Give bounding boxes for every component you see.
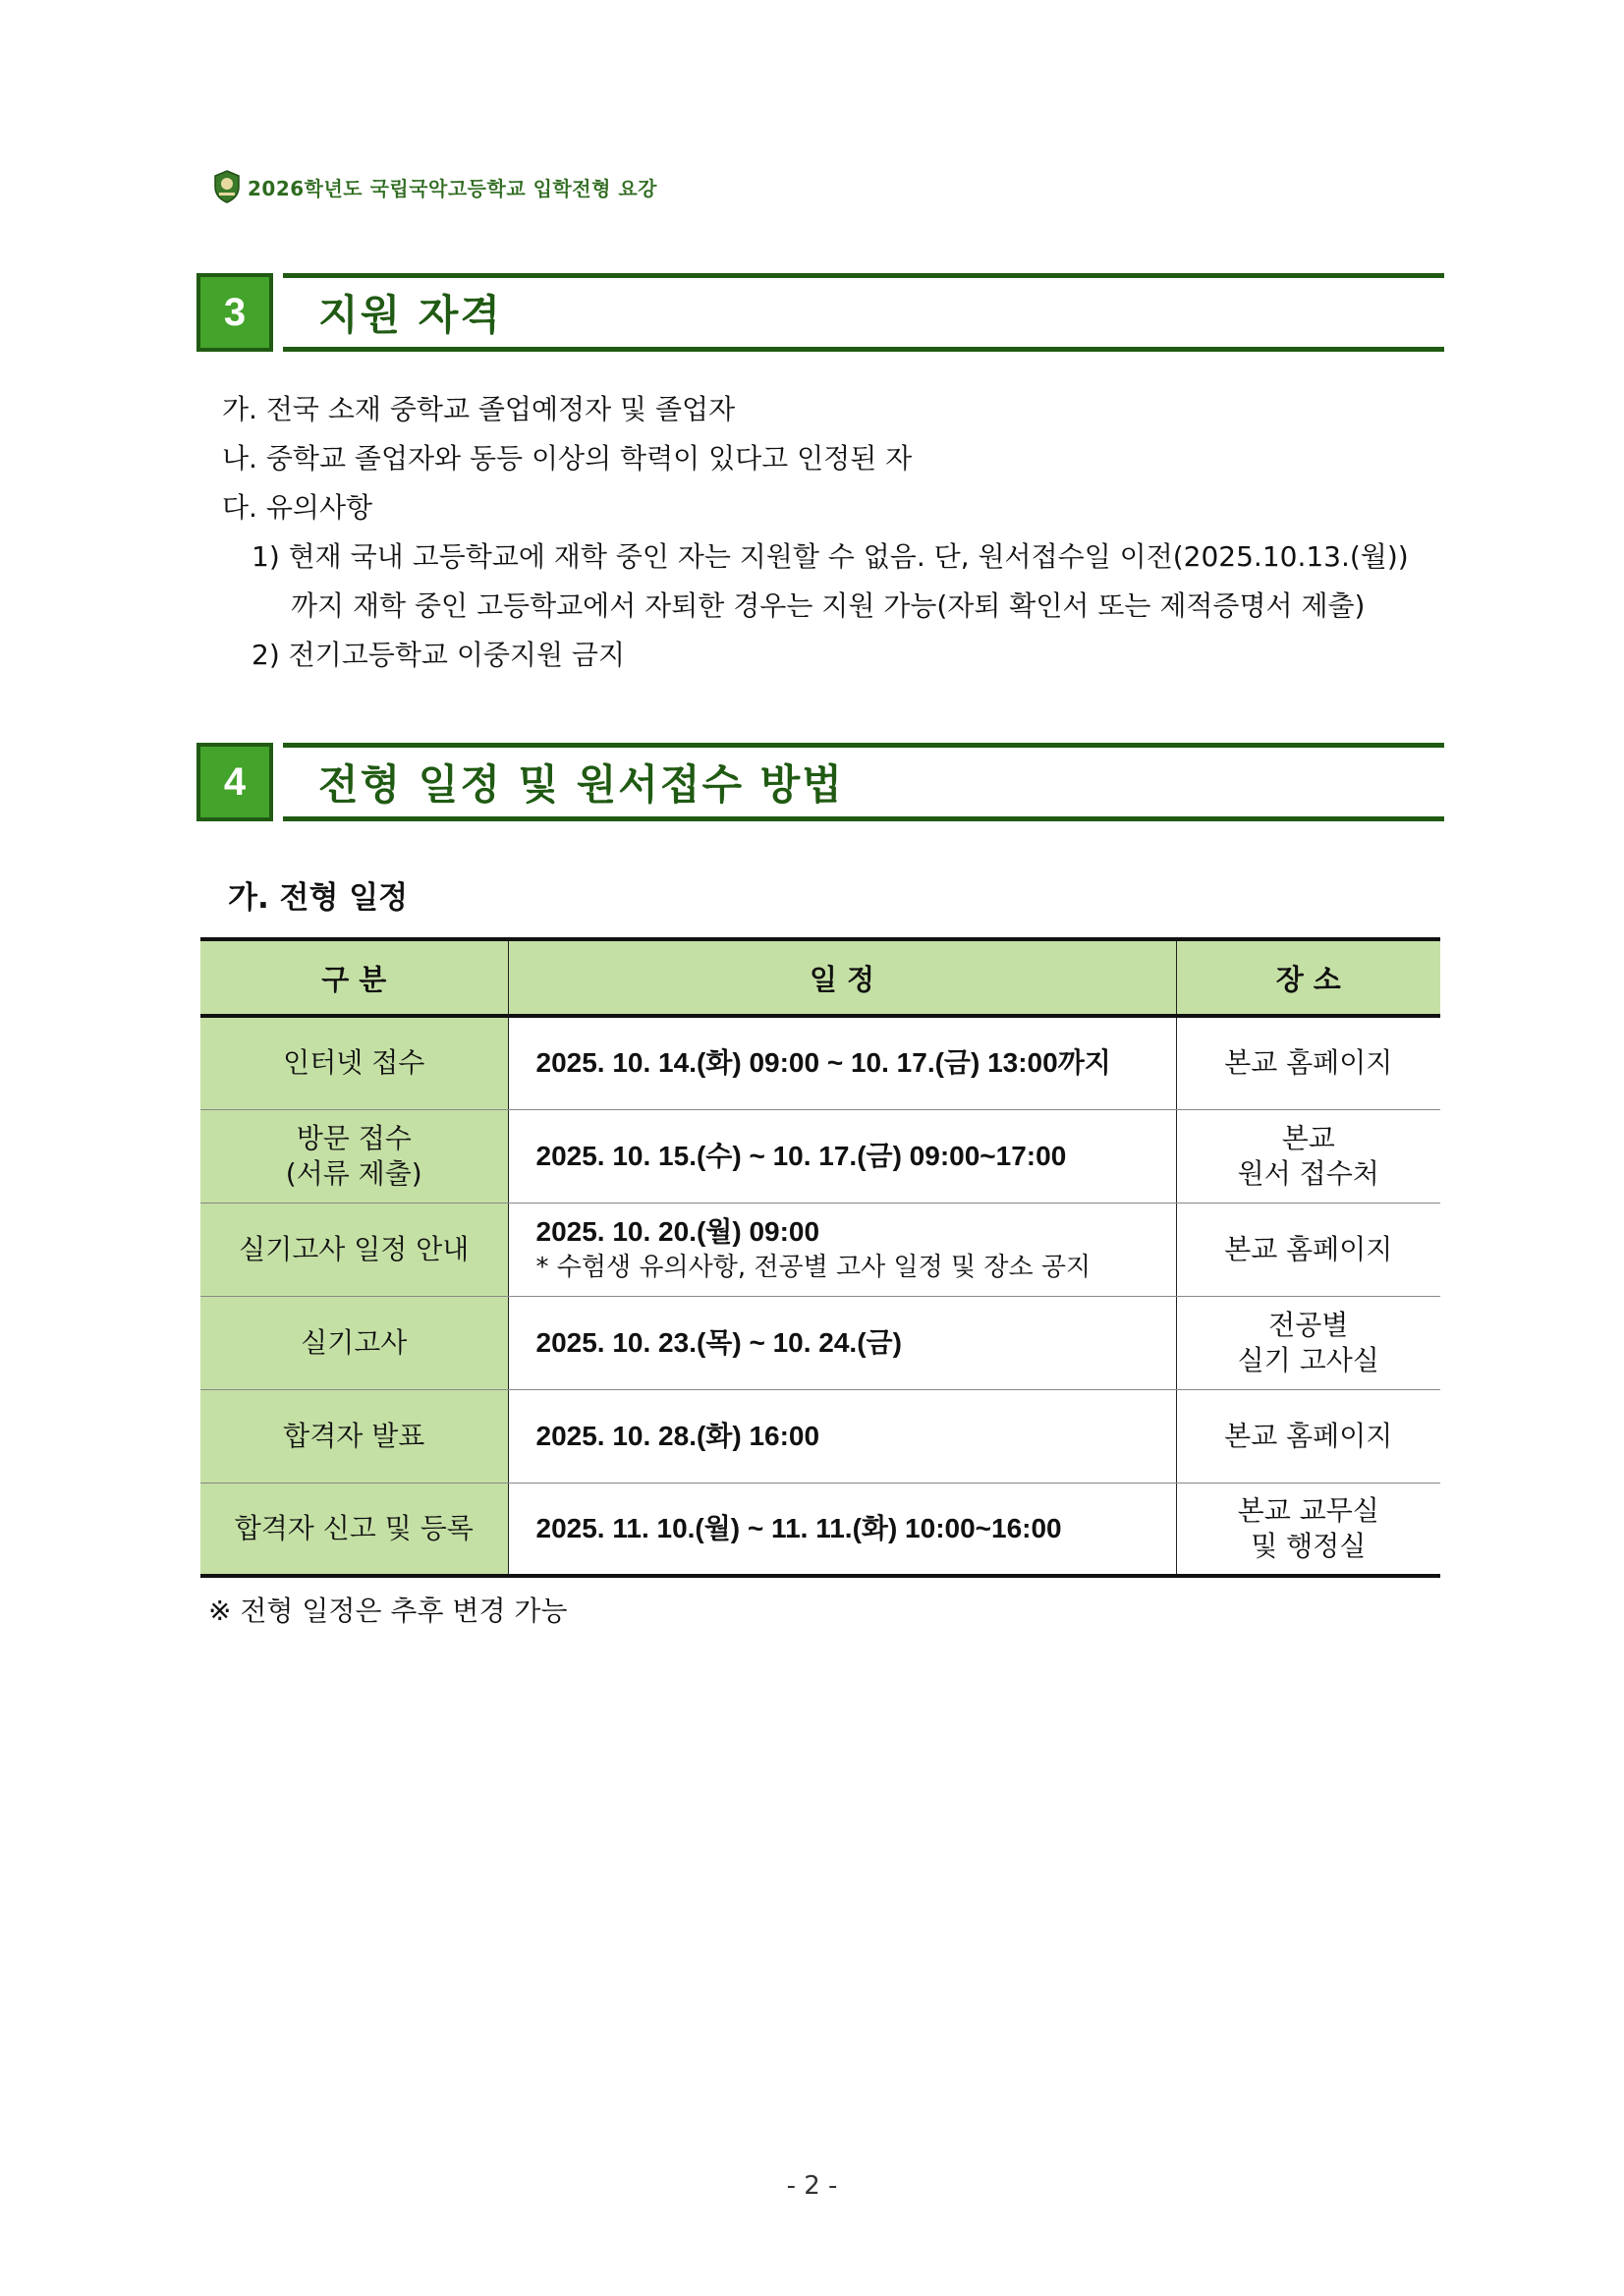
row-category: 방문 접수 (서류 제출) xyxy=(200,1109,508,1203)
row-place: 본교 홈페이지 xyxy=(1176,1016,1440,1109)
row-date xyxy=(508,1016,1176,1109)
section-number-badge: 4 xyxy=(196,743,273,821)
date-text: 2025. 10. 20.(월) 09:00 xyxy=(535,1215,820,1247)
row-place: 본교 홈페이지 xyxy=(1176,1203,1440,1296)
heading-rule-top xyxy=(283,743,1444,748)
row-date xyxy=(508,1109,1176,1203)
eligibility-item: 다. 유의사항 xyxy=(222,491,373,524)
table-row xyxy=(200,1296,1440,1389)
schedule-footnote: ※ 전형 일정은 추후 변경 가능 xyxy=(208,1595,568,1627)
row-date xyxy=(508,1296,1176,1389)
section-title: 전형 일정 및 원서접수 방법 xyxy=(318,760,844,809)
row-category: 합격자 신고 및 등록 xyxy=(200,1483,508,1576)
table-row xyxy=(200,1109,1440,1203)
table-header-row xyxy=(200,939,1440,1016)
column-header-place: 장 소 xyxy=(1176,939,1440,1016)
row-place: 본교 교무실 및 행정실 xyxy=(1176,1483,1440,1576)
heading-rule-top xyxy=(283,273,1444,278)
row-date xyxy=(508,1203,1176,1296)
document-header-title: 2026학년도 국립국악고등학교 입학전형 요강 xyxy=(248,176,657,200)
schedule-subheading: 가. 전형 일정 xyxy=(228,880,409,916)
row-category: 실기고사 일정 안내 xyxy=(200,1203,508,1296)
section-number-badge: 3 xyxy=(196,273,273,352)
table-row xyxy=(200,1483,1440,1576)
eligibility-subitem-continued: 까지 재학 중인 고등학교에서 자퇴한 경우는 지원 가능(자퇴 확인서 또는 제적증명서 제출) xyxy=(291,589,1366,622)
date-text: 2025. 10. 23.(목) ~ 10. 24.(금) xyxy=(535,1326,902,1358)
table-row xyxy=(200,1203,1440,1296)
row-date xyxy=(508,1389,1176,1483)
school-emblem-icon xyxy=(212,169,242,204)
section-4-heading xyxy=(196,743,1444,821)
date-note: * 수험생 유의사항, 전공별 고사 일정 및 장소 공지 xyxy=(535,1252,1092,1282)
column-header-schedule: 일 정 xyxy=(508,939,1176,1016)
date-text: 2025. 11. 10.(월) ~ 11. 11.(화) 10:00~16:00 xyxy=(535,1512,1062,1543)
heading-rule-bottom xyxy=(283,816,1444,821)
row-date xyxy=(508,1483,1176,1576)
eligibility-subitem: 1) 현재 국내 고등학교에 재학 중인 자는 지원할 수 없음. 단, 원서접수일 이전(2025.10.13.(월)) xyxy=(252,540,1409,573)
row-place: 본교 홈페이지 xyxy=(1176,1389,1440,1483)
section-3-heading xyxy=(196,273,1444,352)
row-category: 합격자 발표 xyxy=(200,1389,508,1483)
eligibility-subitem: 2) 전기고등학교 이중지원 금지 xyxy=(252,639,626,671)
date-text: 2025. 10. 15.(수) ~ 10. 17.(금) 09:00~17:00 xyxy=(535,1140,1067,1171)
table-row xyxy=(200,1389,1440,1483)
eligibility-list xyxy=(222,385,1460,680)
page-number: - 2 - xyxy=(786,2171,838,2201)
row-category: 실기고사 xyxy=(200,1296,508,1389)
column-header-category: 구 분 xyxy=(200,939,508,1016)
eligibility-item: 나. 중학교 졸업자와 동등 이상의 학력이 있다고 인정된 자 xyxy=(222,442,913,475)
row-place: 본교 원서 접수처 xyxy=(1176,1109,1440,1203)
running-header xyxy=(212,165,657,208)
date-text: 2025. 10. 28.(화) 16:00 xyxy=(535,1420,820,1451)
section-title: 지원 자격 xyxy=(318,291,502,339)
table-row xyxy=(200,1016,1440,1109)
date-text: 2025. 10. 14.(화) 09:00 ~ 10. 17.(금) 13:00까지 xyxy=(535,1047,1111,1079)
eligibility-item: 가. 전국 소재 중학교 졸업예정자 및 졸업자 xyxy=(222,393,736,425)
row-category: 인터넷 접수 xyxy=(200,1016,508,1109)
schedule-table xyxy=(200,937,1440,1578)
heading-rule-bottom xyxy=(283,347,1444,352)
row-place: 전공별 실기 고사실 xyxy=(1176,1296,1440,1389)
